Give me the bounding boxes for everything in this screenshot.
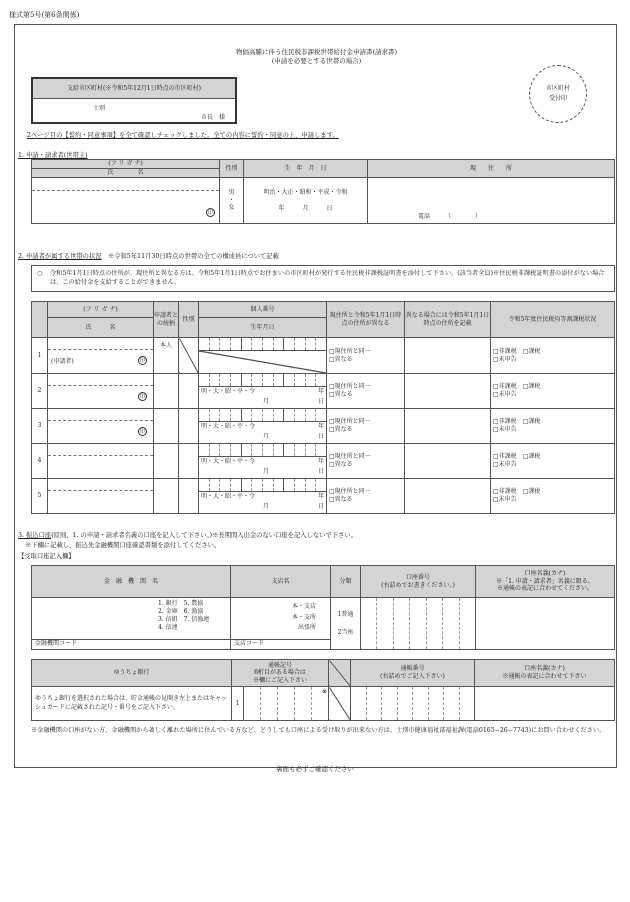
- hh-tax-header: 令和5年度住民税均等割課税状況: [491, 302, 615, 338]
- diff-address-checkbox[interactable]: □異なる: [329, 391, 353, 398]
- row-number: 4: [32, 444, 48, 479]
- digit-box[interactable]: [410, 598, 426, 649]
- section2-note: ※令和5年11月30日時点の世帯の全ての構成員について記載: [107, 253, 279, 260]
- account-type-option[interactable]: 2当座: [337, 628, 354, 636]
- bank-type-option[interactable]: 1. 銀行 5. 農協: [158, 600, 204, 607]
- era-options: 明・大・昭・平・令: [201, 493, 256, 500]
- mynumber-digit-box[interactable]: [263, 338, 274, 350]
- member-name-field[interactable]: [48, 374, 154, 409]
- mynumber-digit-box[interactable]: [274, 338, 285, 350]
- addressee-box: [31, 77, 237, 124]
- digit-box[interactable]: [278, 687, 295, 720]
- kigo-note2: ※欄にご記入下さい: [252, 676, 307, 684]
- applicant-gender-field[interactable]: [220, 178, 244, 224]
- mynumber-digit-box[interactable]: [274, 409, 285, 421]
- yucho-kigo-header: [232, 660, 329, 687]
- account-type-option[interactable]: 1普通: [337, 610, 354, 618]
- seal-mark: 印: [139, 429, 145, 435]
- era-options: 明・大・昭・平・令: [201, 388, 256, 395]
- member-prev-address-field[interactable]: [405, 444, 491, 479]
- nontaxable-checkbox[interactable]: □非課税: [493, 488, 517, 496]
- yucho-instruction: ゆうちょ銀行を選択された場合は、貯金通帳の見開き左上またはキャッシュカードに記載された記号・番号をご記入下さい。: [32, 687, 232, 721]
- mynumber-digit-box[interactable]: [242, 374, 253, 386]
- mynumber-digit-box[interactable]: [284, 374, 295, 386]
- year-label: 年: [317, 493, 324, 500]
- bank-code-field[interactable]: [32, 639, 230, 649]
- household-row: [32, 338, 615, 374]
- member-prev-address-field[interactable]: [405, 374, 491, 409]
- branch-type-option[interactable]: 本・支店: [291, 603, 316, 610]
- member-tax-status[interactable]: [491, 409, 615, 444]
- era-options: 明・大・昭・平・令: [201, 423, 256, 430]
- digit-box[interactable]: [443, 598, 459, 649]
- hh-gender-header: 性別: [179, 302, 199, 338]
- undeclared-checkbox[interactable]: □未申告: [493, 426, 517, 433]
- nontaxable-checkbox[interactable]: □非課税: [493, 383, 517, 391]
- mynumber-digit-box[interactable]: [295, 338, 306, 350]
- digit-box[interactable]: [444, 687, 460, 720]
- notice-bullet: ○: [37, 270, 43, 277]
- mynumber-digit-box[interactable]: [231, 374, 242, 386]
- mynumber-digit-box[interactable]: [295, 409, 306, 421]
- mynumber-digit-box[interactable]: [316, 338, 326, 350]
- mynumber-digit-box[interactable]: [252, 409, 263, 421]
- month-label: 月: [263, 468, 270, 475]
- back-page-notice: 裏面も必ずご確認ください: [276, 765, 354, 773]
- member-tax-status[interactable]: [491, 479, 615, 514]
- branch-code-field[interactable]: [231, 639, 330, 649]
- digit-box[interactable]: [382, 687, 398, 720]
- bank-name-header: 金 融 機 関 名: [32, 566, 231, 598]
- nontaxable-checkbox[interactable]: □非課税: [493, 453, 517, 461]
- member-mynumber-field[interactable]: [199, 374, 327, 409]
- digit-box[interactable]: [394, 598, 410, 649]
- mynumber-digit-box[interactable]: [274, 374, 285, 386]
- mynumber-digit-box[interactable]: [252, 374, 263, 386]
- household-row: [32, 409, 615, 444]
- taxable-checkbox[interactable]: □課税: [522, 453, 541, 461]
- address-header: 現 住 所: [368, 160, 615, 178]
- applicant-table: [31, 159, 615, 224]
- mynumber-digit-box[interactable]: [220, 409, 231, 421]
- yucho-kigo-field[interactable]: [232, 687, 329, 721]
- bango-note: (右詰めでご記入下さい): [380, 673, 445, 680]
- mynumber-digit-box[interactable]: [263, 444, 274, 456]
- form-subtitle: (申請を必要とする世帯の場合): [271, 57, 362, 65]
- member-relation-field[interactable]: [154, 409, 179, 444]
- hh-address-prev-header: 異なる場合には令和5年1月1日時点の住所を記載: [405, 302, 491, 338]
- mynumber-digit-box[interactable]: [306, 338, 317, 350]
- confirmation-statement: 2ページ目の【誓約・同意事項】を全て確認しチェックしました。全ての内容に誓約・同意の上、申請します。: [27, 132, 339, 139]
- mynumber-digit-box[interactable]: [231, 479, 242, 491]
- mynumber-digit-box[interactable]: [231, 444, 242, 456]
- gender-separator: ・: [228, 196, 235, 204]
- kigo-sixth-digit-mark: ※: [321, 688, 327, 695]
- mynumber-digit-box[interactable]: [242, 444, 253, 456]
- account-entry-label: 【受取口座記入欄】: [18, 553, 75, 560]
- section1-heading: 1. 申請・請求者(世帯主): [18, 152, 88, 159]
- yucho-holder-note: ※通帳の表記に合わせて下さい: [502, 673, 587, 680]
- mynumber-digit-box[interactable]: [199, 479, 210, 491]
- mynumber-digit-box[interactable]: [306, 409, 317, 421]
- mynumber-digit-box[interactable]: [242, 479, 253, 491]
- mynumber-digit-box[interactable]: [220, 338, 231, 350]
- mynumber-digit-box[interactable]: [210, 479, 221, 491]
- era-options: 明治・大正・昭和・平成・令和: [263, 188, 348, 196]
- household-row: [32, 444, 615, 479]
- same-address-checkbox[interactable]: □現住所と同一: [329, 453, 371, 461]
- mynumber-digit-box[interactable]: [231, 338, 242, 350]
- member-gender-field[interactable]: [179, 409, 199, 444]
- member-gender-field: [179, 338, 199, 374]
- mynumber-digit-box[interactable]: [199, 338, 210, 350]
- mynumber-digit-box[interactable]: [263, 374, 274, 386]
- section3-instruction: (原則、1. の申請・請求者名義の口座を記入して下さい。)※長期間入出金のない口座を記入しないで下さい。: [51, 532, 357, 539]
- member-relation-field[interactable]: [154, 479, 179, 514]
- member-mynumber-field[interactable]: [199, 409, 327, 444]
- male-option[interactable]: 男: [228, 188, 235, 196]
- digit-box[interactable]: [377, 598, 393, 649]
- same-address-checkbox[interactable]: □現住所と同一: [329, 383, 371, 391]
- day-label: 日: [317, 398, 324, 405]
- form-number: 様式第5号(第6条関係): [9, 11, 80, 19]
- mynumber-digit-box[interactable]: [284, 444, 295, 456]
- mynumber-digit-box[interactable]: [210, 338, 221, 350]
- member-tax-status[interactable]: [491, 444, 615, 479]
- nontaxable-checkbox[interactable]: □非課税: [493, 418, 517, 426]
- account-holder-note2: ※通帳の表記に合わせてください。: [496, 585, 593, 593]
- mynumber-digit-box[interactable]: [199, 409, 210, 421]
- mynumber-digit-box[interactable]: [274, 479, 285, 491]
- member-address-check[interactable]: [327, 444, 405, 479]
- mynumber-digit-box[interactable]: [274, 444, 285, 456]
- mynumber-digit-box[interactable]: [199, 374, 210, 386]
- reception-stamp-area: [529, 65, 587, 123]
- digit-box[interactable]: [367, 687, 383, 720]
- member-mynumber-field[interactable]: [199, 479, 327, 514]
- taxable-checkbox[interactable]: □課税: [522, 488, 541, 496]
- section2-heading-wrap: [18, 251, 279, 260]
- account-number-title: 口座番号: [405, 573, 430, 581]
- hh-name-header: 氏 名: [48, 318, 154, 338]
- kigo-note1: 6桁目がある場合は: [254, 669, 306, 677]
- mynumber-digit-box[interactable]: [316, 444, 326, 456]
- mynumber-digit-box[interactable]: [252, 444, 263, 456]
- bango-title: 通帳番号: [400, 665, 425, 673]
- name-header: 氏 名: [32, 169, 220, 178]
- mynumber-digit-box[interactable]: [210, 409, 221, 421]
- year-label: 年: [317, 423, 324, 430]
- same-address-checkbox[interactable]: □現住所と同一: [329, 418, 371, 426]
- yucho-sixth-digit-field[interactable]: [329, 687, 351, 721]
- account-type-header: 分類: [331, 566, 361, 598]
- member-relation-field[interactable]: [154, 444, 179, 479]
- diff-address-checkbox[interactable]: □異なる: [329, 355, 353, 363]
- diff-address-checkbox[interactable]: □異なる: [329, 426, 353, 433]
- yucho-holder-title: 口座名義(カナ): [524, 665, 565, 673]
- member-mynumber-field[interactable]: [199, 444, 327, 479]
- mynumber-digit-box[interactable]: [252, 479, 263, 491]
- member-gender-field[interactable]: [179, 444, 199, 479]
- mynumber-digit-box[interactable]: [316, 479, 326, 491]
- mynumber-digit-box[interactable]: [242, 338, 253, 350]
- seal-mark: 印: [207, 210, 213, 216]
- hh-furigana-header: (フ リ ガ ナ): [48, 302, 154, 318]
- member-address-check[interactable]: [327, 479, 405, 514]
- row-number: 2: [32, 374, 48, 409]
- yucho-header: ゆうちょ銀行: [32, 660, 232, 687]
- member-mynumber-field[interactable]: [199, 338, 327, 374]
- mynumber-digit-box[interactable]: [231, 409, 242, 421]
- applicant-marker: (申請者): [51, 358, 74, 365]
- mynumber-digit-box[interactable]: [220, 374, 231, 386]
- member-relation-field: 本人: [154, 338, 179, 374]
- mynumber-digit-box[interactable]: [284, 479, 295, 491]
- diff-address-checkbox[interactable]: □異なる: [329, 461, 353, 468]
- mynumber-digit-box[interactable]: [306, 374, 317, 386]
- addressee-label: 支給市区町村(※令和5年12月1日時点の市区町村): [33, 79, 235, 99]
- same-address-checkbox[interactable]: □現住所と同一: [329, 488, 371, 496]
- no-account-note: ※金融機関の口座がない方、金融機関から著しく離れた場所に住んでいる方など、どうしても口座による受け取りが出来ない方は、士別市健康福祉部福祉課(電話0165−26−7743)にお問い合わせください。: [31, 727, 606, 734]
- day-label: 日: [317, 433, 324, 440]
- bank-type-option[interactable]: 2. 金庫 6. 漁協: [158, 608, 204, 616]
- account-number-header: [361, 566, 476, 598]
- yucho-bango-header: [351, 660, 475, 687]
- undeclared-checkbox[interactable]: □未申告: [493, 391, 517, 398]
- undeclared-checkbox[interactable]: □未申告: [493, 461, 517, 468]
- yucho-holder-field[interactable]: [475, 687, 615, 721]
- digit-box[interactable]: [427, 598, 443, 649]
- section2-heading: 2. 申請者が属する世帯の状況: [18, 253, 102, 260]
- applicant-dob-field[interactable]: [244, 178, 368, 224]
- mynumber-digit-box[interactable]: [316, 409, 326, 421]
- ymd-labels: 年 月 日: [278, 204, 333, 212]
- member-tax-status[interactable]: [491, 374, 615, 409]
- year-label: 年: [317, 388, 324, 395]
- undeclared-checkbox[interactable]: □未申告: [493, 355, 517, 363]
- member-address-check[interactable]: [327, 409, 405, 444]
- hh-dob-header: 生年月日: [199, 318, 327, 338]
- mynumber-digit-box[interactable]: [284, 338, 295, 350]
- day-label: 日: [317, 503, 324, 510]
- mynumber-digit-box[interactable]: [252, 338, 263, 350]
- household-row: [32, 479, 615, 514]
- taxable-checkbox[interactable]: □課税: [522, 418, 541, 426]
- account-holder-header: [476, 566, 615, 598]
- era-options: 明・大・昭・平・令: [201, 458, 256, 465]
- bank-account-table: [31, 565, 615, 650]
- month-label: 月: [263, 433, 270, 440]
- row-number: 1: [32, 338, 48, 374]
- seal-mark: 印: [139, 358, 145, 364]
- hh-address-diff-header: 現住所と令和5年1月1日時点の住所が異なる: [327, 302, 405, 338]
- household-table: [31, 301, 615, 514]
- form-title: 物価高騰に伴う住民税非課税世帯給付金申請書(請求書): [235, 48, 398, 56]
- reception-line2: 受付印: [548, 94, 567, 102]
- furigana-header: (フ リ ガ ナ): [32, 160, 220, 169]
- form-sheet: [14, 24, 617, 768]
- mynumber-digit-box[interactable]: [295, 374, 306, 386]
- account-number-field[interactable]: [361, 598, 476, 650]
- addressee-mayor: 市長 様: [201, 114, 226, 121]
- account-number-note: (右詰めでお書きください。): [381, 581, 455, 589]
- branch-type-option[interactable]: 出張所: [297, 624, 316, 631]
- mynumber-digit-box[interactable]: [210, 374, 221, 386]
- section3-heading-wrap: [18, 530, 357, 539]
- digit-box[interactable]: [351, 687, 367, 720]
- taxable-checkbox[interactable]: □課税: [522, 347, 541, 355]
- mynumber-digit-box[interactable]: [284, 409, 295, 421]
- day-label: 日: [317, 468, 324, 475]
- mynumber-digit-box[interactable]: [220, 444, 231, 456]
- applicant-name-field[interactable]: [32, 178, 220, 224]
- mynumber-digit-box[interactable]: [199, 444, 210, 456]
- member-address-check[interactable]: [327, 338, 405, 374]
- dob-header: 生 年 月 日: [244, 160, 368, 178]
- hh-mynumber-header: 個人番号: [199, 302, 327, 318]
- mynumber-digit-box[interactable]: [263, 409, 274, 421]
- member-prev-address-field[interactable]: [405, 409, 491, 444]
- kigo-fixed-digit: 1: [232, 687, 244, 720]
- mynumber-digit-box[interactable]: [263, 479, 274, 491]
- digit-box[interactable]: [361, 598, 377, 649]
- account-holder-field[interactable]: [476, 598, 615, 650]
- gender-header: 性別: [220, 160, 244, 178]
- member-name-field[interactable]: [48, 338, 154, 374]
- member-gender-field[interactable]: [179, 479, 199, 514]
- row-number: 5: [32, 479, 48, 514]
- residence-notice: [31, 265, 615, 292]
- section3-note: ※下欄に記載し、振込先金融機関口座確認書類を添付してください。: [25, 542, 221, 549]
- digit-box[interactable]: [413, 687, 429, 720]
- member-tax-status[interactable]: [491, 338, 615, 374]
- digit-box[interactable]: [244, 687, 261, 720]
- branch-code-label: 支店コード: [234, 640, 265, 647]
- bank-code-label: 金融機関コード: [35, 640, 78, 647]
- member-relation-field[interactable]: [154, 374, 179, 409]
- mynumber-digit-box[interactable]: [210, 444, 221, 456]
- account-holder-title: 口座名義(カナ): [524, 569, 566, 577]
- undeclared-checkbox[interactable]: □未申告: [493, 496, 517, 503]
- bank-type-option[interactable]: 4. 信連: [158, 624, 178, 632]
- member-prev-address-field[interactable]: [405, 338, 491, 374]
- female-option[interactable]: 女: [228, 204, 235, 212]
- month-label: 月: [263, 398, 270, 405]
- yucho-holder-header: [475, 660, 615, 687]
- bank-type-option[interactable]: 3. 信組 7. 信漁連: [158, 616, 210, 624]
- account-holder-note1: ※「1. 申請・請求者」名義に限る。: [496, 577, 594, 585]
- reception-line1: 市区町村: [545, 85, 570, 92]
- nontaxable-checkbox[interactable]: □非課税: [493, 347, 517, 355]
- branch-name-field[interactable]: [231, 598, 331, 650]
- household-row: [32, 374, 615, 409]
- digit-box[interactable]: [295, 687, 312, 720]
- diff-address-checkbox[interactable]: □異なる: [329, 496, 353, 503]
- member-name-field[interactable]: [48, 409, 154, 444]
- mynumber-digit-box[interactable]: [316, 374, 326, 386]
- kigo-title: 通帳記号: [267, 661, 292, 669]
- digit-box[interactable]: [261, 687, 278, 720]
- account-type-field[interactable]: [331, 598, 361, 650]
- mynumber-digit-box[interactable]: [220, 479, 231, 491]
- same-address-checkbox[interactable]: □現住所と同一: [329, 347, 371, 355]
- branch-header: 支店名: [231, 566, 331, 598]
- phone-field[interactable]: 電話 （ ）: [418, 213, 482, 221]
- seal-mark: 印: [139, 394, 145, 400]
- digit-box[interactable]: [429, 687, 445, 720]
- mynumber-digit-box[interactable]: [306, 479, 317, 491]
- section3-heading: 3. 振込口座: [18, 532, 52, 539]
- yucho-bango-field[interactable]: [351, 687, 475, 721]
- member-address-check[interactable]: [327, 374, 405, 409]
- member-gender-field[interactable]: [179, 374, 199, 409]
- month-label: 月: [263, 503, 270, 510]
- row-number: 3: [32, 409, 48, 444]
- applicant-address-field[interactable]: [368, 178, 615, 224]
- addressee-city: 士別: [93, 105, 106, 112]
- hh-relation-header: 申請者との続柄: [154, 302, 179, 338]
- yucho-table: [31, 659, 615, 721]
- member-name-field[interactable]: [48, 444, 154, 479]
- member-prev-address-field[interactable]: [405, 479, 491, 514]
- digit-box[interactable]: [460, 598, 475, 649]
- notice-text: 令和5年1月1日時点の住所が、現住所と異なる方は、令和5年1月1日時点でお住まいの市区町村が発行する住民税非課税証明書を添付して下さい。(該当者全員)※住民税非課税証明書の添付がない場合は、この給付金を支給することができません。: [50, 270, 605, 287]
- branch-type-option[interactable]: 本・支所: [291, 613, 316, 621]
- member-name-field[interactable]: [48, 479, 154, 514]
- mynumber-digit-box[interactable]: [242, 409, 253, 421]
- mynumber-digit-box[interactable]: [295, 444, 306, 456]
- taxable-checkbox[interactable]: □課税: [522, 383, 541, 391]
- mynumber-digit-box[interactable]: [306, 444, 317, 456]
- digit-box[interactable]: [460, 687, 475, 720]
- bank-name-field[interactable]: [32, 598, 231, 650]
- year-label: 年: [317, 458, 324, 465]
- mynumber-digit-box[interactable]: [295, 479, 306, 491]
- digit-box[interactable]: [398, 687, 414, 720]
